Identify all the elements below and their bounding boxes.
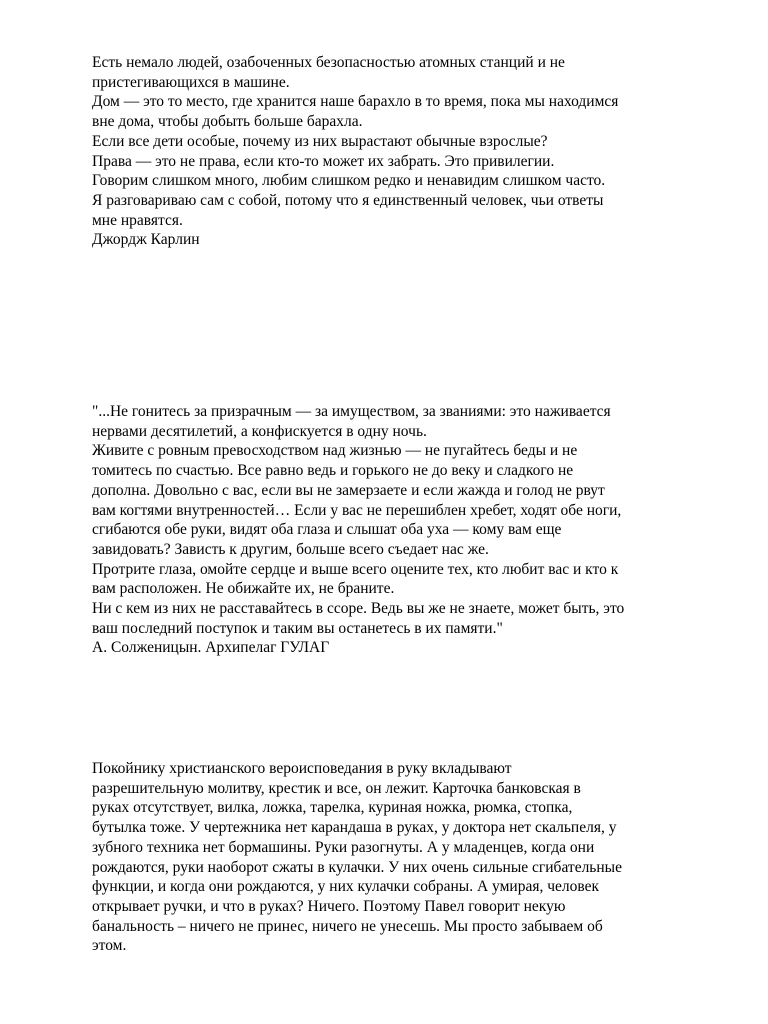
- text-line: Я разговариваю сам с собой, потому что я единственный человек, чьи ответы: [92, 191, 604, 209]
- text-line: Живите с ровным превосходством над жизнью — не пугайтесь беды и не: [92, 442, 578, 460]
- text-line: этом.: [92, 937, 127, 955]
- text-line: дополна. Довольно с вас, если вы не замерзаете и если жажда и голод не рвут: [92, 481, 605, 499]
- text-line: Если все дети особые, почему из них вырастают обычные взрослые?: [92, 132, 548, 150]
- text-line: "...Не гонитесь за призрачным — за имуществом, за званиями: это наживается: [92, 403, 611, 420]
- text-line: завидовать? Зависть к другим, больше всего съедает нас же.: [92, 540, 489, 558]
- quote-attribution: А. Солженицын. Архипелаг ГУЛАГ: [92, 639, 330, 657]
- text-line: пристегивающихся в машине.: [92, 73, 290, 91]
- text-line: томитесь по счастью. Все равно ведь и горького не до веку и сладкого не: [92, 462, 574, 480]
- text-line: нервами десятилетий, а конфискуется в одну ночь.: [92, 422, 427, 440]
- text-line: руках отсутствует, вилка, ложка, тарелка, куриная ножка, рюмка, стопка,: [92, 799, 573, 817]
- text-line: Протрите глаза, омойте сердце и выше всего оцените тех, кто любит вас и кто к: [92, 560, 619, 578]
- text-line: сгибаются обе руки, видят оба глаза и слышат оба уха — кому вам еще: [92, 521, 562, 539]
- text-line: Говорим слишком много, любим слишком редко и ненавидим слишком часто.: [92, 172, 606, 190]
- text-line: бутылка тоже. У чертежника нет карандаша в руках, у доктора нет скальпеля, у: [92, 819, 617, 837]
- carlin-quotes-block: [92, 53, 732, 250]
- text-line: Покойнику христианского вероисповедания в руку вкладывают: [92, 760, 512, 777]
- text-line: открывает ручки, и что в руках? Ничего. Поэтому Павел говорит некую: [92, 897, 566, 915]
- text-line: зубного техника нет бормашины. Руки разогнуты. А у младенцев, когда они: [92, 838, 595, 856]
- burial-text-block: [92, 759, 732, 956]
- text-line: разрешительную молитву, крестик и все, он лежит. Карточка банковская в: [92, 779, 581, 797]
- text-line: Права — это не права, если кто-то может их забрать. Это привилегии.: [92, 152, 555, 170]
- text-line: вне дома, чтобы добыть больше барахла.: [92, 113, 363, 131]
- text-line: мне нравятся.: [92, 211, 183, 229]
- quote-attribution: Джордж Карлин: [92, 231, 200, 249]
- text-line: вам расположен. Не обижайте их, не браните.: [92, 580, 395, 598]
- text-line: Дом — это то место, где хранится наше барахло в то время, пока мы находимся: [92, 93, 619, 111]
- text-line: вам когтями внутренностей… Если у вас не перешиблен хребет, ходят обе ноги,: [92, 501, 622, 519]
- text-line: рождаются, руки наоборот сжаты в кулачки. У них очень сильные сгибательные: [92, 858, 622, 876]
- text-line: ваш последний поступок и таким вы останетесь в их памяти.": [92, 619, 503, 637]
- text-line: банальность – ничего не принес, ничего не унесешь. Мы просто забываем об: [92, 917, 603, 935]
- solzhenitsyn-quote-block: [92, 402, 732, 658]
- text-line: функции, и когда они рождаются, у них кулачки собраны. А умирая, человек: [92, 878, 599, 896]
- text-line: Ни с кем из них не расставайтесь в ссоре. Ведь вы же не знаете, может быть, это: [92, 600, 625, 618]
- text-line: Есть немало людей, озабоченных безопасностью атомных станций и не: [92, 54, 565, 71]
